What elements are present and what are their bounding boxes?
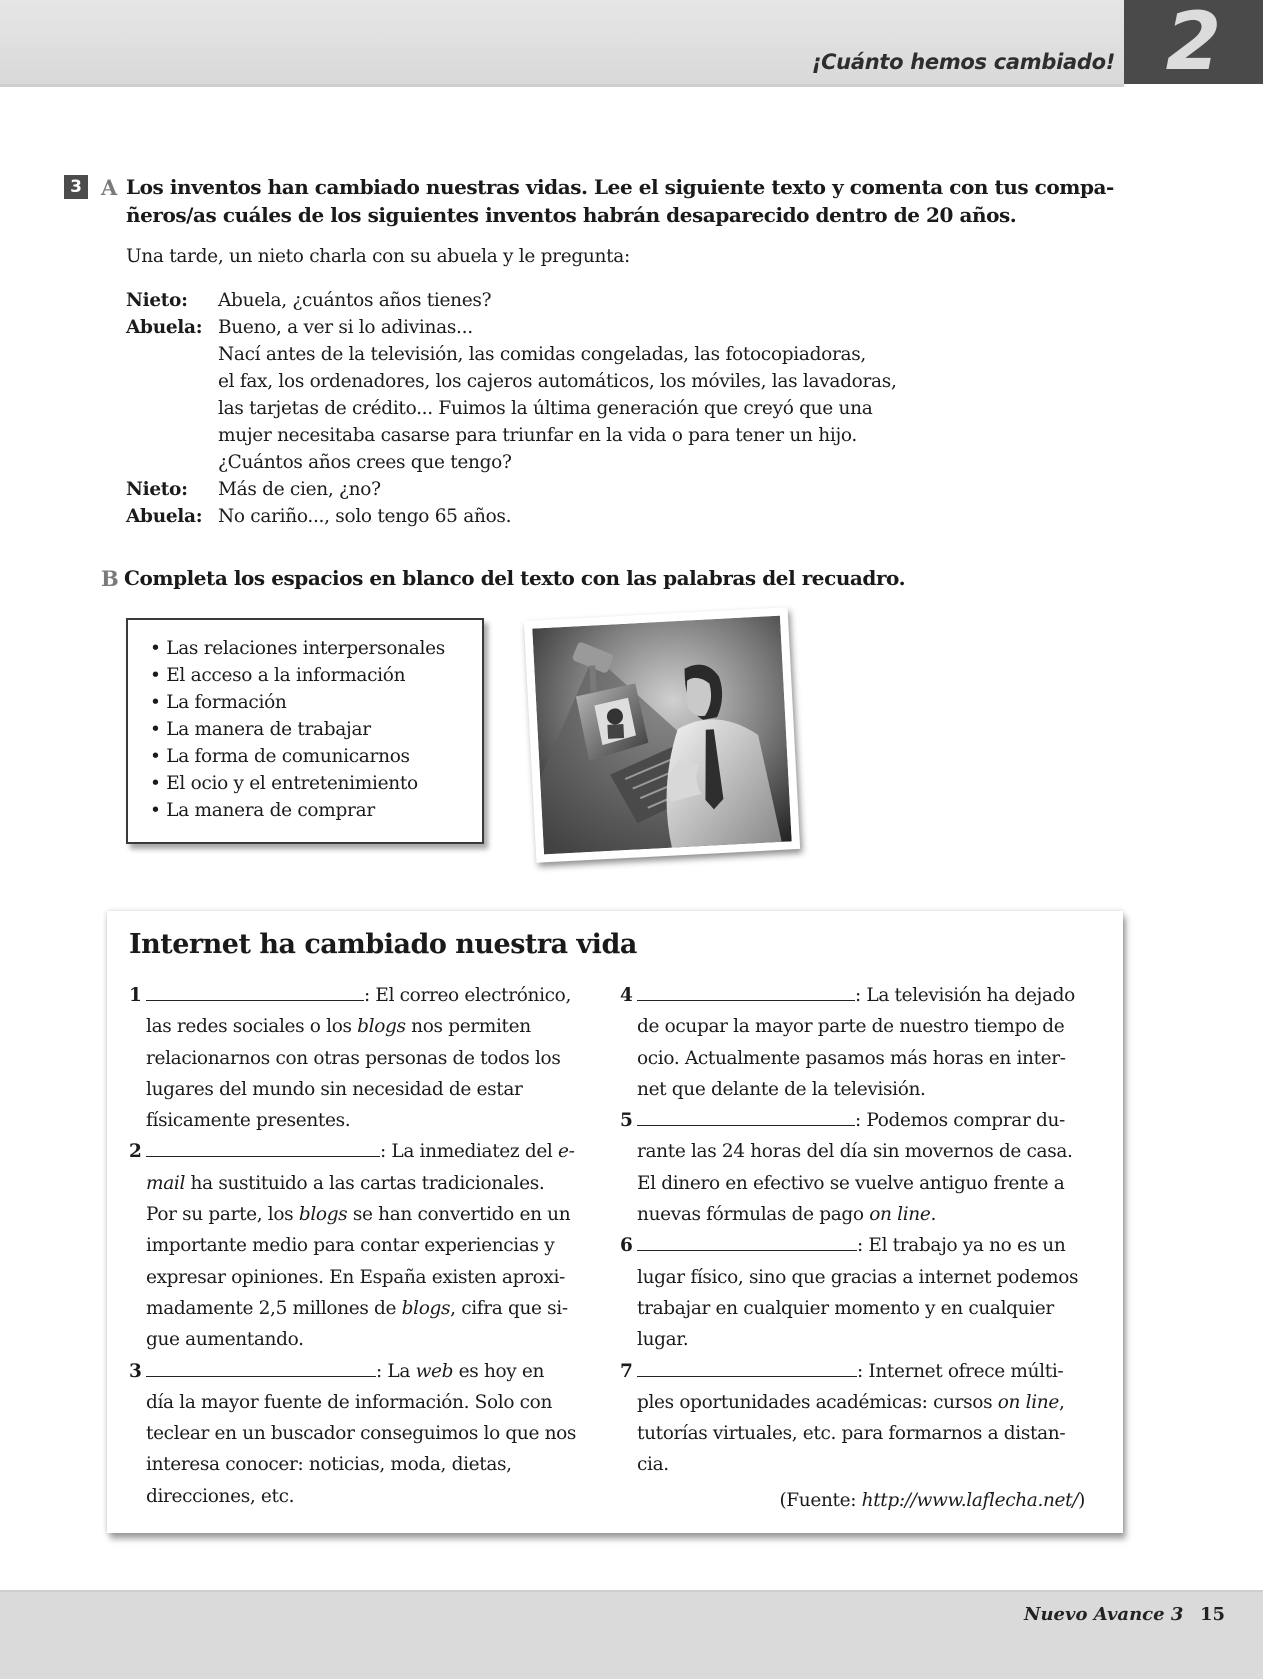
source-url: http://www.laflecha.net/: [861, 1489, 1079, 1511]
fill-in-blank[interactable]: [637, 980, 855, 1001]
item-text-part: : Podemos comprar du-: [855, 1110, 1065, 1132]
dialog-intro: Una tarde, un nieto charla con su abuela y le pregunta:: [126, 246, 630, 267]
illustration-photo: [524, 607, 800, 862]
chapter-tab: [1124, 0, 1263, 88]
dialog-line: las tarjetas de crédito... Fuimos la última generación que creyó que una: [218, 398, 873, 419]
item-text: [637, 1356, 1085, 1481]
part-a-letter: A: [101, 175, 118, 200]
fill-in-blank[interactable]: [637, 1105, 855, 1126]
man-at-computer-icon: [532, 616, 791, 855]
reading-item: [620, 980, 1085, 1105]
dialog-turn: [126, 476, 897, 503]
item-text-part: la mayor fuente de información. Solo con teclear en un buscador conseguimos lo que nos interesa conocer: noticias, moda, dietas, direcciones, etc.: [146, 1391, 577, 1507]
item-text-part: , tutorías virtuales, etc. para formarnos a distan-cia.: [637, 1391, 1066, 1476]
fill-in-blank[interactable]: [637, 1230, 857, 1251]
chapter-title: ¡Cuánto hemos cambiado!: [811, 50, 1115, 74]
fill-in-blank[interactable]: [146, 980, 364, 1001]
item-number: 3: [129, 1360, 142, 1382]
word-option: • La manera de trabajar: [150, 716, 482, 743]
footer-book-title: Nuevo Avance 3: [1024, 1604, 1184, 1625]
word-option: • Las relaciones interpersonales: [150, 635, 482, 662]
dialog-turn: [126, 503, 897, 530]
item-text-part: : El trabajo ya no es un: [857, 1235, 1066, 1257]
dialog-line: Abuela, ¿cuántos años tienes?: [218, 290, 492, 311]
item-text-part: , cifra que si-gue aumentando.: [146, 1297, 568, 1351]
item-text-part: se han convertido en un importante medio para contar experiencias y expresar opiniones. En España existen aproxi-madamente 2,5 millones de: [146, 1204, 571, 1319]
page-number: 15: [1200, 1604, 1226, 1625]
dialog-speech: [218, 503, 511, 530]
item-number: 1: [129, 985, 142, 1006]
italic-term: blogs: [401, 1297, 451, 1319]
italic-term: blogs: [298, 1204, 348, 1226]
item-text-part: : La televisión ha dejado: [855, 985, 1075, 1006]
word-option: • La manera de comprar: [150, 797, 482, 824]
word-box: [126, 618, 484, 844]
italic-term: on line: [997, 1391, 1059, 1413]
dialog-line: Nací antes de la televisión, las comidas congeladas, las fotocopiadoras,: [218, 344, 867, 365]
item-text: [146, 1136, 577, 1355]
reading-item: [129, 980, 577, 1136]
item-text: [637, 1230, 1085, 1355]
dialog-line: No cariño..., solo tengo 65 años.: [218, 506, 512, 527]
reading-box: [107, 911, 1123, 1533]
item-text-part: : La: [376, 1360, 416, 1382]
item-text-part: : Internet ofrece múlti-: [857, 1360, 1064, 1382]
item-text-part: las redes sociales o los: [146, 1016, 358, 1038]
item-text: [146, 980, 577, 1136]
word-option: • La forma de comunicarnos: [150, 743, 482, 770]
dialog-line: ¿Cuántos años crees que tengo?: [218, 452, 512, 473]
item-text-part: : El correo electrónico,: [364, 985, 571, 1006]
part-a-instruction-line: ñeros/as cuáles de los siguientes inventos habrán desaparecido dentro de 20 años.: [126, 203, 1017, 227]
chapter-number: 2: [1165, 0, 1222, 88]
reading-item: [129, 1136, 577, 1355]
italic-term: blogs: [357, 1016, 406, 1038]
word-list: [128, 620, 482, 824]
dialog-speech: [218, 314, 897, 476]
dialog: [126, 287, 897, 530]
part-a-instruction-line: Los inventos han cambiado nuestras vidas. Lee el siguiente texto y comenta con tus compa-: [126, 175, 1114, 199]
item-text-part: nos permiten relacionarnos con otras personas de todos los lugares del mundo sin necesidad de estar físicamente presentes.: [146, 1016, 561, 1132]
dialog-line: mujer necesitaba casarse para triunfar en la vida o para tener un hijo.: [218, 425, 857, 446]
item-text-part: ha sustituido a las cartas tradicionales. Por su parte, los: [146, 1172, 545, 1226]
reading-column-left: [129, 980, 577, 1512]
item-text-part: rante las 24 horas del día sin movernos de casa. El dinero en efectivo se vuelve antiguo frente a nuevas fórmulas de pago: [637, 1141, 1073, 1226]
item-number: 4: [620, 985, 633, 1006]
item-number: 7: [620, 1360, 633, 1382]
dialog-line: el fax, los ordenadores, los cajeros automáticos, los móviles, las lavadoras,: [218, 371, 897, 392]
reading-item: [129, 1356, 577, 1512]
source-prefix: (Fuente:: [779, 1489, 862, 1511]
reading-item: [620, 1356, 1085, 1481]
dialog-speaker: Nieto:: [126, 290, 188, 311]
fill-in-blank[interactable]: [146, 1356, 376, 1377]
dialog-speaker: Nieto:: [126, 479, 188, 500]
dialog-speaker: Abuela:: [126, 317, 203, 338]
item-number: 6: [620, 1235, 633, 1257]
dialog-speech: [218, 476, 381, 503]
fill-in-blank[interactable]: [637, 1356, 857, 1377]
exercise-number-badge: 3: [64, 175, 88, 199]
item-text-part: .: [930, 1204, 936, 1226]
reading-title: Internet ha cambiado nuestra vida: [129, 929, 637, 960]
item-number: 2: [129, 1141, 142, 1163]
dialog-line: Bueno, a ver si lo adivinas...: [218, 317, 473, 338]
fill-in-blank[interactable]: [146, 1136, 380, 1157]
reading-item: [620, 1230, 1085, 1355]
italic-term: e-mail: [146, 1141, 575, 1194]
reading-item: [620, 1105, 1085, 1230]
item-text-part: lugar físico, sino que gracias a internet podemos trabajar en cualquier momento y en cualquier lugar.: [637, 1266, 1079, 1351]
item-text: [637, 1105, 1085, 1230]
source-suffix: ): [1078, 1489, 1085, 1511]
reading-column-right: [620, 980, 1085, 1516]
italic-term: on line: [869, 1204, 931, 1226]
italic-term: web: [415, 1360, 454, 1382]
dialog-turn: [126, 287, 897, 314]
dialog-turn: [126, 314, 897, 476]
item-text-part: : La inmediatez del: [380, 1141, 553, 1163]
item-text: [637, 980, 1085, 1105]
part-a-instruction: [126, 173, 1114, 229]
word-option: • El acceso a la información: [150, 662, 482, 689]
item-text-part: es hoy en día: [146, 1360, 545, 1413]
dialog-speech: [218, 287, 491, 314]
part-b-letter: B: [101, 566, 119, 591]
item-text: [146, 1356, 577, 1512]
dialog-speaker: Abuela:: [126, 506, 203, 527]
item-text-part: ples oportunidades académicas: cursos: [637, 1391, 998, 1413]
item-number: 5: [620, 1110, 633, 1132]
word-option: • El ocio y el entretenimiento: [150, 770, 482, 797]
source-citation: [620, 1485, 1085, 1516]
dialog-line: Más de cien, ¿no?: [218, 479, 381, 500]
word-option: • La formación: [150, 689, 482, 716]
item-text-part: de ocupar la mayor parte de nuestro tiempo de ocio. Actualmente pasamos más horas en inter-net que delante de la televisión.: [637, 1016, 1066, 1100]
part-b-instruction: Completa los espacios en blanco del texto con las palabras del recuadro.: [124, 566, 906, 590]
